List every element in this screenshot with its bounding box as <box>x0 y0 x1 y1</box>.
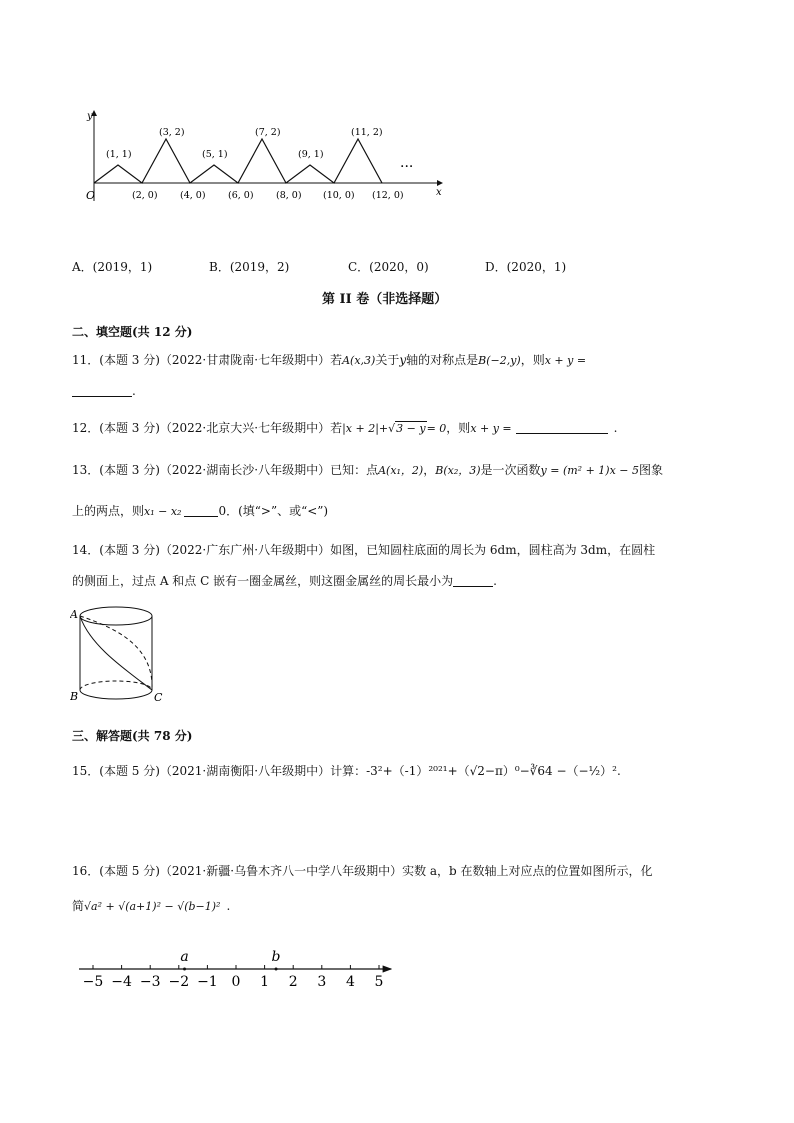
question-13-line2 <box>72 502 328 519</box>
ellipsis: ··· <box>400 159 414 175</box>
peak-label: (5, 1) <box>202 149 228 160</box>
q12-expr: x + y = <box>470 422 512 435</box>
number-line-tick-label: 2 <box>288 974 298 990</box>
peak-label: (7, 2) <box>255 127 281 138</box>
q16-line2-expr: √a² + √(a+1)² − √(b−1)² <box>84 900 221 913</box>
question-16-line2 <box>72 897 230 914</box>
number-line-point-b <box>275 968 278 971</box>
q11-answer-line <box>72 384 136 398</box>
q12-sqrt-expr: 3 − y <box>396 422 426 435</box>
q12-abs-expr: |x + 2|+ <box>342 422 389 435</box>
q13-line2-end: 0．(填“>”、或“<”) <box>218 504 329 518</box>
q14-end: . <box>493 574 497 588</box>
cylinder-bottom-front <box>80 690 152 699</box>
q13-end-line1: 图象 <box>639 463 664 477</box>
number-line-point-a <box>183 968 186 971</box>
volume-title: 第 II 卷（非选择题） <box>322 292 448 307</box>
q12-eq-zero: = 0 <box>426 422 447 435</box>
q11-middle2: 轴的对称点是 <box>406 353 479 367</box>
q13-sep: ， <box>423 463 436 477</box>
base-label: (4, 0) <box>180 190 206 201</box>
question-13 <box>72 461 663 478</box>
option-d: D．(2020，1) <box>485 260 567 274</box>
q14-line2: 的侧面上，过点 A 和点 C 嵌有一圈金属丝，则这圈金属丝的周长最小为 <box>72 574 454 588</box>
q13-middle: 是一次函数 <box>480 463 541 477</box>
q12-prefix: 12．(本题 3 分)（2022·北京大兴·七年级期中）若 <box>72 421 343 435</box>
question-16: 16．(本题 5 分)（2021·新疆·乌鲁木齐八一中学八年级期中）实数 a，b 在数轴上对应点的位置如图所示，化 <box>72 864 653 878</box>
x-axis-label: x <box>436 187 442 198</box>
question-15 <box>72 762 621 779</box>
cylinder-label-c: C <box>154 691 163 704</box>
number-line-tick-label: −2 <box>168 974 190 990</box>
base-label: (6, 0) <box>228 190 254 201</box>
number-line-tick-label: 3 <box>317 974 327 990</box>
q16-line2-end: . <box>226 899 231 913</box>
peak-label: (9, 1) <box>298 149 324 160</box>
peak-label: (11, 2) <box>351 127 383 138</box>
q15-prefix: 15．(本题 5 分)（2021·湖南衡阳·八年级期中）计算： <box>72 764 367 778</box>
q11-point-b: B(−2,y) <box>478 354 521 367</box>
option-b: B．(2019，2) <box>209 260 290 274</box>
option-c: C．(2020，0) <box>348 260 429 274</box>
section-3-title: 三、解答题(共 78 分) <box>72 729 193 743</box>
number-line-tick-label: 0 <box>231 974 241 990</box>
q12-end: . <box>613 421 618 435</box>
y-axis-label: y <box>87 111 93 122</box>
number-line-tick-label: −3 <box>139 974 161 990</box>
number-line-point-b-label: b <box>271 949 281 965</box>
q14-blank <box>453 574 493 587</box>
question-14: 14．(本题 3 分)（2022·广东广州·八年级期中）如图，已知圆柱底面的周长为 6dm，圆柱高为 3dm，在圆柱 <box>72 543 656 557</box>
q13-point-b: B(x₂，3) <box>435 464 481 477</box>
q11-point-a: A(x,3) <box>342 354 376 367</box>
q13-func: y = (m² + 1)x − 5 <box>540 464 639 477</box>
base-label: (2, 0) <box>132 190 158 201</box>
q11-end: . <box>132 384 136 398</box>
number-line-tick-label: −1 <box>197 974 218 990</box>
number-line-tick-label: 1 <box>260 974 270 990</box>
number-line-tick-label: 4 <box>345 974 355 990</box>
peak-label: (1, 1) <box>106 149 132 160</box>
q15-expr: -3²+（-1）²⁰²¹+（√2−π）⁰−∛64 −（−½）². <box>366 764 621 778</box>
option-a: A．(2019，1) <box>72 260 153 274</box>
q13-prefix: 13．(本题 3 分)（2022·湖南长沙·八年级期中）已知：点 <box>72 463 379 477</box>
origin-label: O <box>86 189 96 202</box>
q12-blank <box>516 421 608 434</box>
q13-line2-prefix: 上的两点，则 <box>72 504 145 518</box>
q11-middle: 关于 <box>375 353 400 367</box>
cylinder-label-a: A <box>70 608 78 621</box>
cylinder-figure <box>70 602 170 706</box>
cylinder-label-b: B <box>70 690 79 703</box>
q11-after: ，则 <box>520 353 545 367</box>
number-line-tick-label: −5 <box>82 974 104 990</box>
q13-diff: x₁ − x₂ <box>144 505 182 518</box>
section-2-title: 二、填空题(共 12 分) <box>72 325 193 339</box>
zigzag-graph <box>80 105 460 215</box>
q11-expr: x + y = <box>544 354 587 367</box>
question-11 <box>72 351 586 368</box>
wire-back <box>80 616 152 690</box>
zigzag-line <box>94 139 382 183</box>
q16-line2-prefix: 简 <box>72 899 85 913</box>
q11-prefix: 11．(本题 3 分)（2022·甘肃陇南·七年级期中）若 <box>72 353 343 367</box>
q11-axis: y <box>399 353 407 367</box>
peak-label: (3, 2) <box>159 127 185 138</box>
base-label: (8, 0) <box>276 190 302 201</box>
base-label: (12, 0) <box>372 190 404 201</box>
number-line <box>75 945 405 995</box>
q12-after: ，则 <box>446 421 471 435</box>
number-line-tick-label: −4 <box>111 974 132 990</box>
q13-point-a: A(x₁，2) <box>378 464 424 477</box>
q12-sqrt-sign: √ <box>388 422 396 435</box>
base-label: (10, 0) <box>323 190 355 201</box>
number-line-tick-label: 5 <box>374 974 384 990</box>
q13-blank <box>184 504 218 517</box>
question-12 <box>72 419 617 436</box>
number-line-point-a-label: a <box>180 949 189 965</box>
question-14-line2 <box>72 572 497 589</box>
cylinder-top <box>80 607 152 625</box>
q11-blank <box>72 384 132 397</box>
